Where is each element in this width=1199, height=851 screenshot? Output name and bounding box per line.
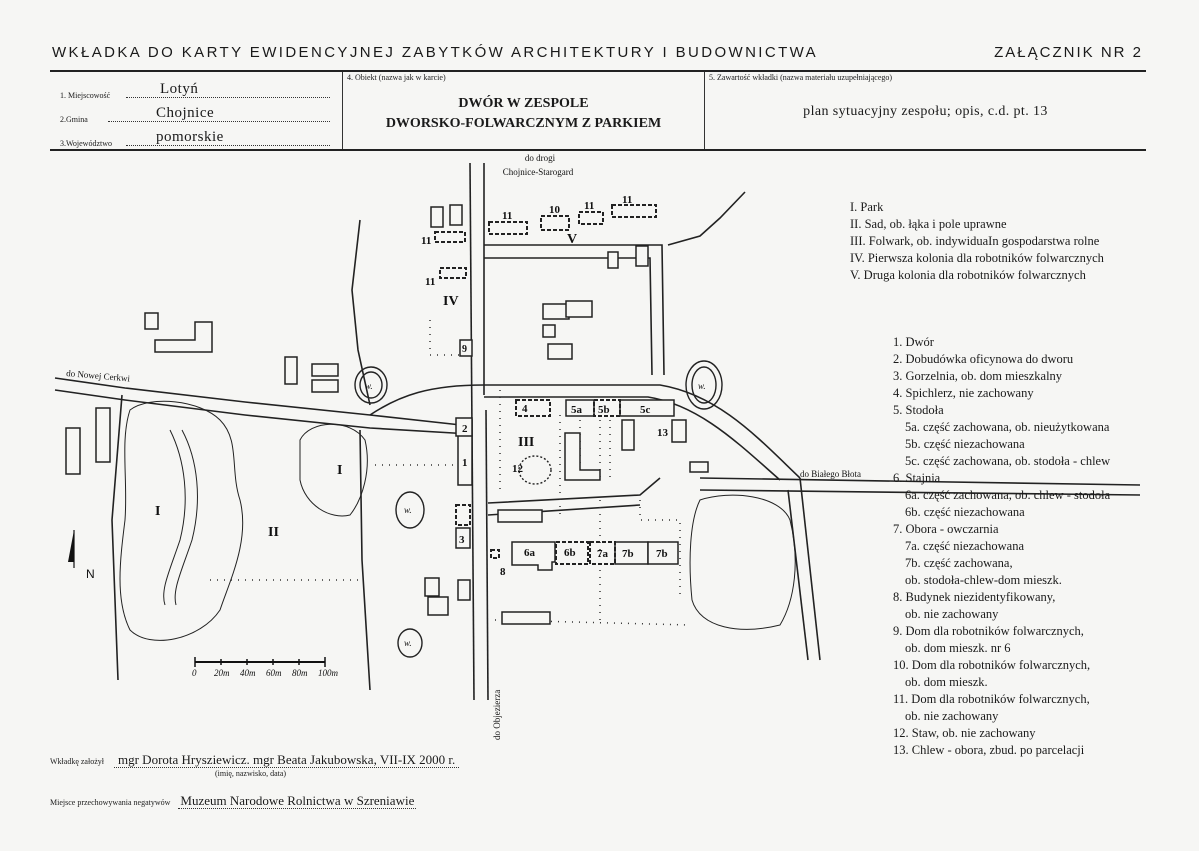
scale-label: 80m <box>292 668 308 678</box>
park-path <box>360 430 370 690</box>
zone-legend-item: V. Druga kolonia dla robotników folwarcznych <box>850 268 1086 282</box>
building-shape <box>543 325 555 337</box>
building-shape <box>565 433 600 480</box>
author-row <box>50 752 459 768</box>
building-legend-item: 7. Obora - owczarnia <box>893 522 999 536</box>
label-b6b: 6b <box>564 547 576 559</box>
building-shape <box>431 207 443 227</box>
content-value: plan sytuacyjny zespołu; opis, c.d. pt. 13 <box>803 104 1048 119</box>
scale-bar <box>192 657 339 678</box>
label-b2: 2 <box>462 423 468 435</box>
building-shape <box>66 428 80 474</box>
label-b7a: 7a <box>597 548 608 560</box>
building-shape <box>502 612 550 624</box>
label-b11: 11 <box>584 200 595 212</box>
storage-row <box>50 793 416 809</box>
content-label: 5. Zawartość wkładki (nazwa materiału uzupełniającego) <box>709 73 893 82</box>
park-trees-central <box>300 424 367 516</box>
building-shape <box>312 380 338 392</box>
building-10 <box>541 216 569 230</box>
zone-label-IV: IV <box>443 294 459 309</box>
north-path <box>352 220 370 405</box>
building-11 <box>579 212 603 224</box>
object-label: 4. Obiekt (nazwa jak w karcie) <box>347 73 446 82</box>
building-11 <box>435 232 465 242</box>
locality-value: Lotyń <box>160 81 199 97</box>
label-b11: 11 <box>425 276 436 288</box>
zone-label-I: I <box>155 504 161 519</box>
building-11 <box>489 222 527 234</box>
voivodeship-label: 3.Województwo <box>60 139 113 148</box>
building-shape <box>285 357 297 384</box>
label-b10: 10 <box>549 204 560 216</box>
building-shape <box>498 510 542 522</box>
zone-legend-item: I. Park <box>850 200 884 214</box>
building-shape <box>690 462 708 472</box>
zone-label-V: V <box>567 232 578 247</box>
locality-label: 1. Miejscowość <box>60 91 111 100</box>
author-label: Wkładkę założył <box>50 757 104 766</box>
building-legend-item: 9. Dom dla robotników folwarcznych, <box>893 624 1084 638</box>
building-shape <box>155 322 212 352</box>
building-shape <box>145 313 158 329</box>
object-title-line1: DWÓR W ZESPOLE <box>458 96 589 111</box>
building-8 <box>491 550 499 558</box>
building-shape <box>96 408 110 462</box>
scale-label: 40m <box>240 668 256 678</box>
north-arrow-icon <box>68 530 74 568</box>
scale-label: 0 <box>192 668 197 678</box>
building-legend-item: 11. Dom dla robotników folwarcznych, <box>893 692 1090 706</box>
buildings-solid <box>66 205 708 624</box>
north-label: N <box>86 567 95 581</box>
building-dashed-small <box>456 505 470 525</box>
building-legend-item: 5c. część zachowana, ob. stodoła - chlew <box>905 454 1111 468</box>
label-b11: 11 <box>421 235 432 247</box>
building-shape <box>458 580 470 600</box>
label-b5c: 5c <box>640 404 651 416</box>
label-b11: 11 <box>622 194 633 206</box>
label-road-north2: Chojnice-Starogard <box>502 167 574 177</box>
building-shape <box>425 578 439 596</box>
zone-label-I-east: I <box>337 463 343 478</box>
building-shape <box>548 344 572 359</box>
road-east-branch <box>800 478 820 660</box>
scale-label: 60m <box>266 668 282 678</box>
building-legend-item: 7b. część zachowana, <box>905 556 1013 570</box>
label-b11: 11 <box>502 210 513 222</box>
zone-legend-item: III. Folwark, ob. indywiduaIn gospodarstwa rolne <box>850 234 1100 248</box>
zone-legend-item: IV. Pierwsza kolonia dla robotników folwarcznych <box>850 251 1104 265</box>
storage-value: Muzeum Narodowe Rolnictwa w Szreniawie <box>180 793 415 808</box>
label-b7b-east: 7b <box>656 548 668 560</box>
building-legend-item: 6a. część zachowana, ob. chlew - stodoła <box>905 488 1111 502</box>
park-path-curve <box>164 430 186 605</box>
folwark-inner-road1 <box>488 478 660 503</box>
orchard-east <box>690 495 795 629</box>
park-boundary-west <box>112 395 122 680</box>
building-shape <box>622 420 634 450</box>
building-13 <box>672 420 686 442</box>
author-hint: (imię, nazwisko, data) <box>215 769 287 778</box>
building-shape <box>450 205 462 225</box>
building-shape <box>608 252 618 268</box>
building-legend-item: 8. Budynek niezidentyfikowany, <box>893 590 1056 604</box>
scale-label: 20m <box>214 668 230 678</box>
building-legend-item: 5. Stodoła <box>893 403 944 417</box>
label-b5b: 5b <box>598 404 610 416</box>
building-shape <box>543 304 569 319</box>
zone-label-III: III <box>518 435 535 450</box>
buildings-legend <box>893 334 1110 759</box>
building-legend-item: ob. dom mieszk. nr 6 <box>905 641 1011 655</box>
label-pond: w. <box>404 505 412 515</box>
storage-label: Miejsce przechowywania negatywów <box>50 798 171 807</box>
label-b3: 3 <box>459 534 465 546</box>
building-legend-item: 2. Dobudówka oficynowa do dworu <box>893 352 1074 366</box>
colony-road-ne <box>668 192 745 245</box>
annex-number: ZAŁĄCZNIK NR 2 <box>994 44 1143 61</box>
building-legend-item: ob. dom mieszk. <box>905 675 988 689</box>
label-pond: w. <box>404 638 412 648</box>
zones-legend <box>850 199 1104 284</box>
building-shape <box>566 301 592 317</box>
building-shape <box>312 364 338 376</box>
park-path-curve2 <box>175 430 197 605</box>
road-west-north-edge <box>55 378 470 426</box>
building-legend-item: ob. nie zachowany <box>905 607 999 621</box>
label-road-west: do Nowej Cerkwi <box>65 368 131 384</box>
park-trees-west <box>120 401 243 640</box>
building-11 <box>612 205 656 217</box>
voivodeship-value: pomorskie <box>156 129 224 145</box>
label-pond: w. <box>365 381 373 391</box>
building-legend-item: 5a. część zachowana, ob. nieużytkowana <box>905 420 1110 434</box>
label-b12: 12 <box>512 463 523 475</box>
commune-value: Chojnice <box>156 105 215 121</box>
building-shape <box>428 597 448 615</box>
building-shape <box>636 246 648 266</box>
label-b9: 9 <box>462 344 467 355</box>
document-title: WKŁADKA DO KARTY EWIDENCYJNEJ ZABYTKÓW ARCHITEKTURY I BUDOWNICTWA <box>52 44 819 61</box>
label-b4: 4 <box>522 403 528 415</box>
zone-label-II: II <box>268 525 279 540</box>
building-legend-item: 12. Staw, ob. nie zachowany <box>893 726 1036 740</box>
label-b6a: 6a <box>524 547 535 559</box>
building-legend-item: 5b. część niezachowana <box>905 437 1025 451</box>
label-b5a: 5a <box>571 404 582 416</box>
building-legend-item: 3. Gorzelnia, ob. dom mieszkalny <box>893 369 1063 383</box>
commune-label: 2.Gmina <box>60 115 88 124</box>
building-11 <box>440 268 466 278</box>
label-road-south: do Objezierza <box>492 689 502 740</box>
dotted-boundaries <box>210 320 690 625</box>
building-legend-item: 10. Dom dla robotników folwarcznych, <box>893 658 1091 672</box>
label-b13: 13 <box>657 427 668 439</box>
building-legend-item: ob. nie zachowany <box>905 709 999 723</box>
scale-label: 100m <box>318 668 338 678</box>
object-title-line2: DWORSKO-FOLWARCZNYM Z PARKIEM <box>385 116 662 131</box>
zone-legend-item: II. Sad, ob. łąka i pole uprawne <box>850 217 1007 231</box>
building-legend-item: ob. stodoła-chlew-dom mieszk. <box>905 573 1062 587</box>
label-road-north: do drogi <box>524 153 556 163</box>
author-value: mgr Dorota Hrysziewicz. mgr Beata Jakubowska, VII-IX 2000 r. <box>114 752 459 768</box>
building-legend-item: 6b. część niezachowana <box>905 505 1025 519</box>
label-b7b: 7b <box>622 548 634 560</box>
label-road-east: do Białego Błota <box>800 469 861 479</box>
label-pond: w. <box>698 381 706 391</box>
road-south-east <box>486 410 488 700</box>
building-legend-item: 6. Stajnia <box>893 471 941 485</box>
building-legend-item: 4. Spichlerz, nie zachowany <box>893 386 1034 400</box>
road-north-west-edge <box>470 163 472 430</box>
building-legend-item: 13. Chlew - obora, zbud. po parcelacji <box>893 743 1085 757</box>
building-legend-item: 7a. część niezachowana <box>905 539 1025 553</box>
label-b8: 8 <box>500 566 506 578</box>
road-east-branch2 <box>788 490 808 660</box>
pond-folwark <box>519 456 551 484</box>
building-legend-item: 1. Dwór <box>893 335 934 349</box>
label-b1: 1 <box>462 457 468 469</box>
